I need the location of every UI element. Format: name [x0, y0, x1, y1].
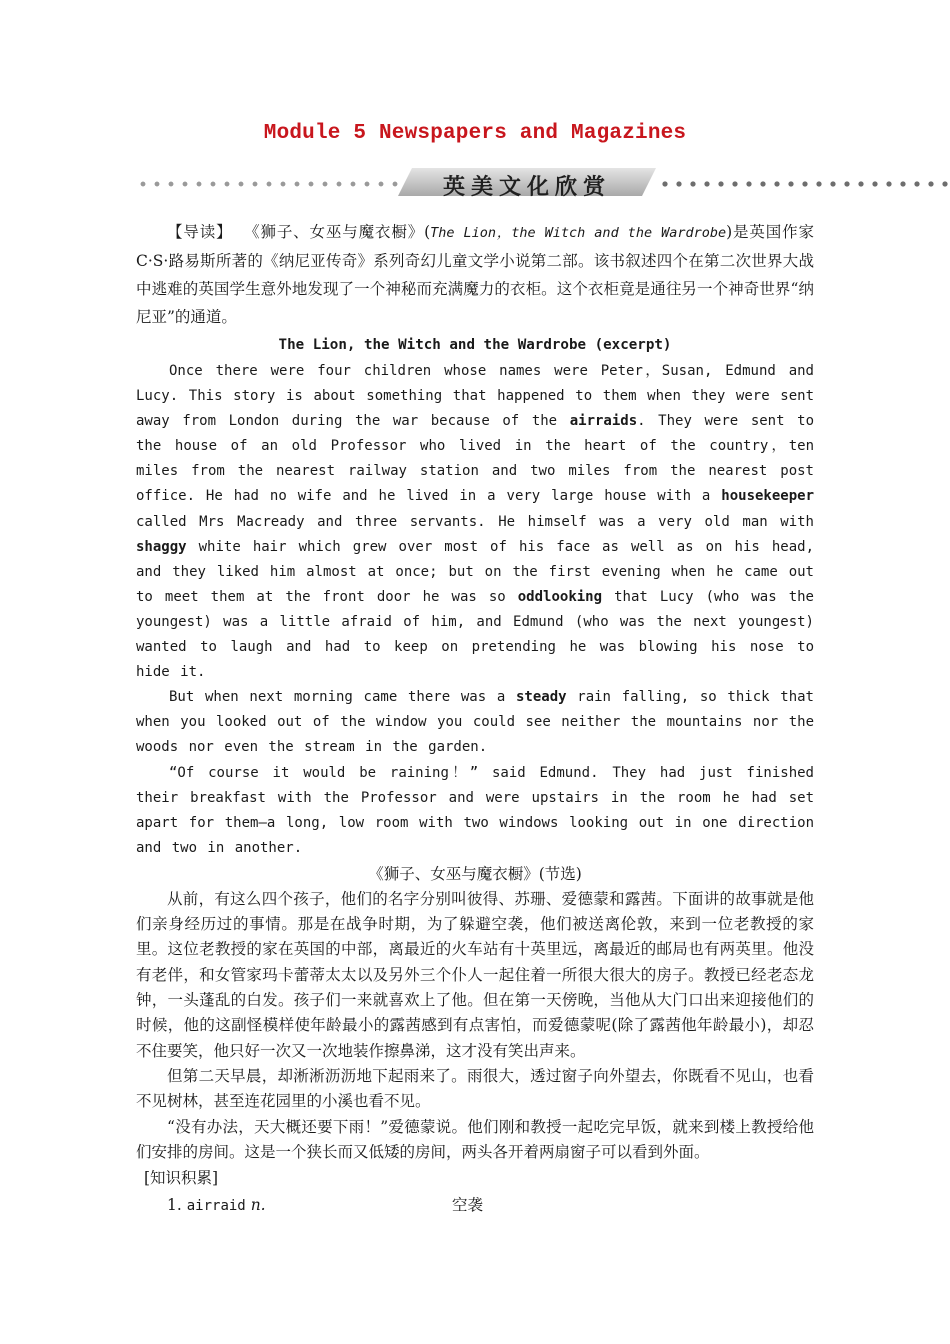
english-paragraph-3: “Of course it would be raining！” said Edmund. They had just finished their breakfast with the Professor and were upstairs in the room he had set apart for them—a long, low room with two windows looking out in one direction and two in another. — [136, 764, 814, 856]
banner-title: 英美文化欣赏 — [442, 175, 611, 200]
chinese-excerpt-title: 《狮子、女巫与魔衣橱》(节选) — [368, 864, 582, 883]
vocab-oddlooking: oddlooking — [517, 588, 603, 605]
text-run: Once there were four children whose names were Peter，Susan, Edmund and Lucy. This story is about something that happened to them when they were sent away from London during the war because of the — [136, 363, 814, 430]
module-title: Module 5 Newspapers and Magazines — [263, 122, 687, 145]
english-excerpt-title: The Lion, the Witch and the Wardrobe (excerpt) — [278, 337, 672, 353]
intro-book-title: The Lion，the Witch and the Wardrobe — [430, 225, 727, 241]
knowledge-item-term: airraid — [186, 1198, 246, 1215]
banner-dots-right — [658, 181, 950, 187]
intro-text-after: )是英国作家C·S·路易斯所著的《纳尼亚传奇》系列奇幻儿童文学小说第二部。该书叙述四个在第二次世界大战中逃难的英国学生意外地发现了一个神秘而充满魔力的衣柜。这个衣柜竟是通往另一个神奇世界“纳尼亚”的通道。 — [136, 223, 814, 326]
intro-label: 【导读】 — [167, 223, 233, 241]
intro-text-before: 《狮子、女巫与魔衣橱》( — [244, 223, 431, 241]
chinese-paragraph-2: 但第二天早晨，却淅淅沥沥地下起雨来了。雨很大，透过窗子向外望去，你既看不见山，也看不见树林，甚至连花园里的小溪也看不见。 — [136, 1066, 814, 1111]
knowledge-item-meaning: 空袭 — [452, 1196, 484, 1215]
chinese-paragraph-3: “没有办法，天大概还要下雨！”爱德蒙说。他们刚和教授一起吃完早饭，就来到楼上教授给他们安排的房间。这是一个狭长而又低矮的房间，两头各开着两扇窗子可以看到外面。 — [136, 1117, 814, 1161]
vocab-airraids: airraids — [569, 413, 638, 430]
vocab-steady: steady — [515, 689, 567, 706]
chinese-paragraph-1: 从前，有这么四个孩子，他们的名字分别叫彼得、苏珊、爱德蒙和露茜。下面讲的故事就是他们亲身经历过的事情。那是在战争时期，为了躲避空袭，他们被送离伦敦，来到一位老教授的家里。这位老教授的家在英国的中部，离最近的火车站有十英里远，离最近的邮局也有两英里。他没有老伴，和女管家玛卡蕾蒂太太以及另外三个仆人一起住着一所很大很大的房子。教授已经老态龙钟，一头蓬乱的白发。孩子们一来就喜欢上了他。但在第一天傍晚，当他从大门口出来迎接他们的时候，他的这副怪模样使年龄最小的露茜感到有点害怕，而爱德蒙呢(除了露茜他年龄最小)，却忍不住要笑，他只好一次又一次地装作擦鼻涕，这才没有笑出声来。 — [136, 889, 814, 1060]
vocab-shaggy: shaggy — [136, 538, 187, 555]
knowledge-item-pos: n. — [250, 1196, 266, 1215]
section-banner — [136, 168, 950, 198]
text-run: that Lucy (who was the youngest) was a little afraid of him, and Edmund (who was the next youngest) wanted to laugh and had to keep on pretending he was blowing his nose to hide it. — [136, 588, 814, 681]
knowledge-item-number: 1. — [167, 1196, 182, 1215]
english-paragraph-1 — [136, 359, 814, 685]
text-run: called Mrs Macready and three servants. He himself was a very old man with — [136, 513, 814, 530]
banner-band — [398, 168, 656, 200]
vocab-housekeeper: housekeeper — [721, 488, 814, 505]
text-run: But when next morning came there was a — [169, 689, 516, 706]
knowledge-heading: [知识积累] — [144, 1169, 219, 1188]
knowledge-item — [136, 1191, 814, 1220]
english-paragraph-2 — [136, 685, 814, 760]
text-run: . They were sent to the house of an old Professor who lived in the heart of the country，ten miles from the nearest railway station and two miles from the nearest post office. He had no wife and he lived in a very large house with a — [136, 413, 814, 505]
text-run: white hair which grew over most of his face as well as on his head, and they liked him almost at once; but on the first evening when he came out to meet them at the front door he was so — [136, 538, 814, 605]
intro-paragraph — [136, 218, 814, 331]
text-run: rain falling, so thick that when you looked out of the window you could see neither the mountains nor the woods nor even the stream in the garden. — [136, 689, 814, 756]
banner-dots-left — [136, 181, 398, 187]
article-content — [136, 218, 814, 1220]
